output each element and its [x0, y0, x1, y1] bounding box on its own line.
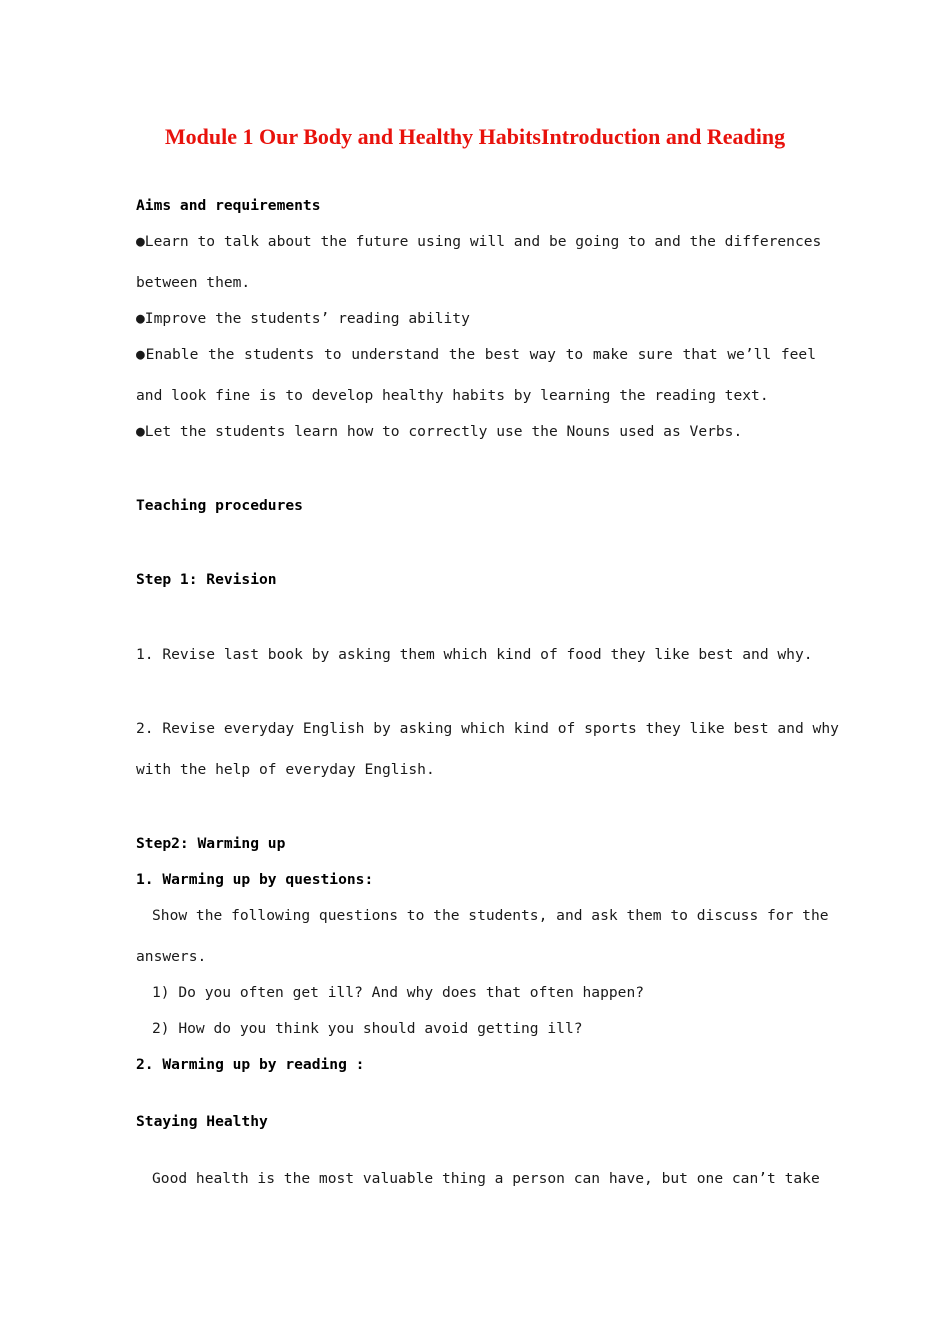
reading-heading: Staying Healthy — [136, 1113, 268, 1130]
procedures-heading: Teaching procedures — [136, 497, 303, 514]
step2-paragraph-line-2: answers. — [136, 948, 207, 965]
page-title: Module 1 Our Body and Healthy HabitsIntroduction and Reading — [164, 124, 786, 149]
aims-bullet-3-line-2: and look fine is to develop healthy habits by learning the reading text. — [136, 387, 769, 404]
step2-question-2: 2) How do you think you should avoid getting ill? — [152, 1020, 583, 1037]
reading-paragraph-line-1: Good health is the most valuable thing a person can have, but one can’t take — [152, 1170, 820, 1187]
aims-bullet-3-line-1: ●Enable the students to understand the best way to make sure that we’ll feel — [136, 346, 816, 363]
step1-item-2-line-2: with the help of everyday English. — [136, 761, 435, 778]
step2-sub-1: 1. Warming up by questions: — [136, 871, 374, 888]
step1-item-2-line-1: 2. Revise everyday English by asking which kind of sports they like best and why — [136, 720, 839, 737]
step2-question-1: 1) Do you often get ill? And why does that often happen? — [152, 984, 645, 1001]
step2-heading: Step2: Warming up — [136, 835, 286, 852]
aims-heading: Aims and requirements — [136, 197, 321, 214]
step2-paragraph-line-1: Show the following questions to the students, and ask them to discuss for the — [152, 907, 829, 924]
step1-item-1: 1. Revise last book by asking them which kind of food they like best and why. — [136, 646, 813, 663]
aims-bullet-4: ●Let the students learn how to correctly use the Nouns used as Verbs. — [136, 423, 743, 440]
aims-bullet-1-line-2: between them. — [136, 274, 251, 291]
step2-sub-2: 2. Warming up by reading : — [136, 1056, 365, 1073]
step1-heading: Step 1: Revision — [136, 571, 277, 588]
aims-bullet-2: ●Improve the students’ reading ability — [136, 310, 470, 327]
aims-bullet-1-line-1: ●Learn to talk about the future using will and be going to and the differences — [136, 233, 822, 250]
